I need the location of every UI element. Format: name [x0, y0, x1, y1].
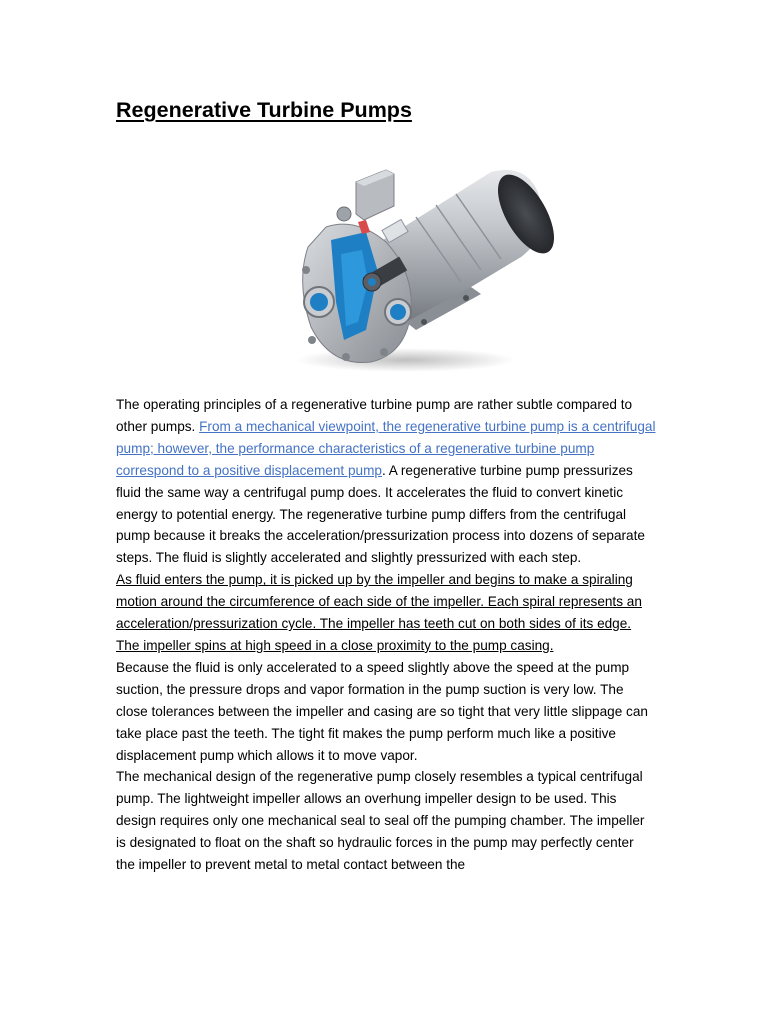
paragraph-1-link[interactable]: From a mechanical viewpoint, the regenerative turbine pump is a centrifugal pump; however, the performance characteristics of a regenerative turbine pump correspond to a positive displacement pump	[116, 418, 656, 478]
paragraph-3: Because the fluid is only accelerated to a speed slightly above the speed at the pump suction, the pressure drops and vapor formation in the pump suction is very low. The close tolerances between the impeller and casing are so tight that very little slippage can take place past the teeth. The tight fit makes the pump perform much like a positive displacement pump which allows it to move vapor.	[116, 659, 648, 763]
pump-illustration	[286, 162, 556, 377]
paragraph-1	[116, 394, 656, 569]
paragraph-4: The mechanical design of the regenerative pump closely resembles a typical centrifugal pump. The lightweight impeller allows an overhung impeller design to be used. This design requires only one mechanical seal to seal off the pumping chamber. The impeller is designated to float on the shaft so hydraulic forces in the pump may perfectly center the impeller to prevent metal to metal contact between the	[116, 769, 645, 873]
paragraph-1-lead: The operating principles of a regenerative turbine pump are rather subtle compared to other pumps.	[116, 397, 633, 434]
document-page	[116, 96, 656, 873]
paragraph-2: As fluid enters the pump, it is picked up by the impeller and begins to make a spiraling motion around the circumference of each side of the impeller. Each spiral represents an acceleration/pressurization cycle. The impeller has teeth cut on both sides of its edge. The impeller spins at high speed in a close proximity to the pump casing.	[116, 572, 642, 653]
body-text	[116, 394, 656, 876]
page-title: Regenerative Turbine Pumps	[116, 98, 412, 122]
pump-image-icon	[286, 162, 556, 377]
paragraph-1-tail: . A regenerative turbine pump pressurizes fluid the same way a centrifugal pump does. It accelerates the fluid to convert kinetic energy to potential energy. The regenerative turbine pump differs from the centrifugal pump because it breaks the acceleration/pressurization process into dozens of separate steps. The fluid is slightly accelerated and slightly pressurized with each step.	[116, 462, 645, 566]
